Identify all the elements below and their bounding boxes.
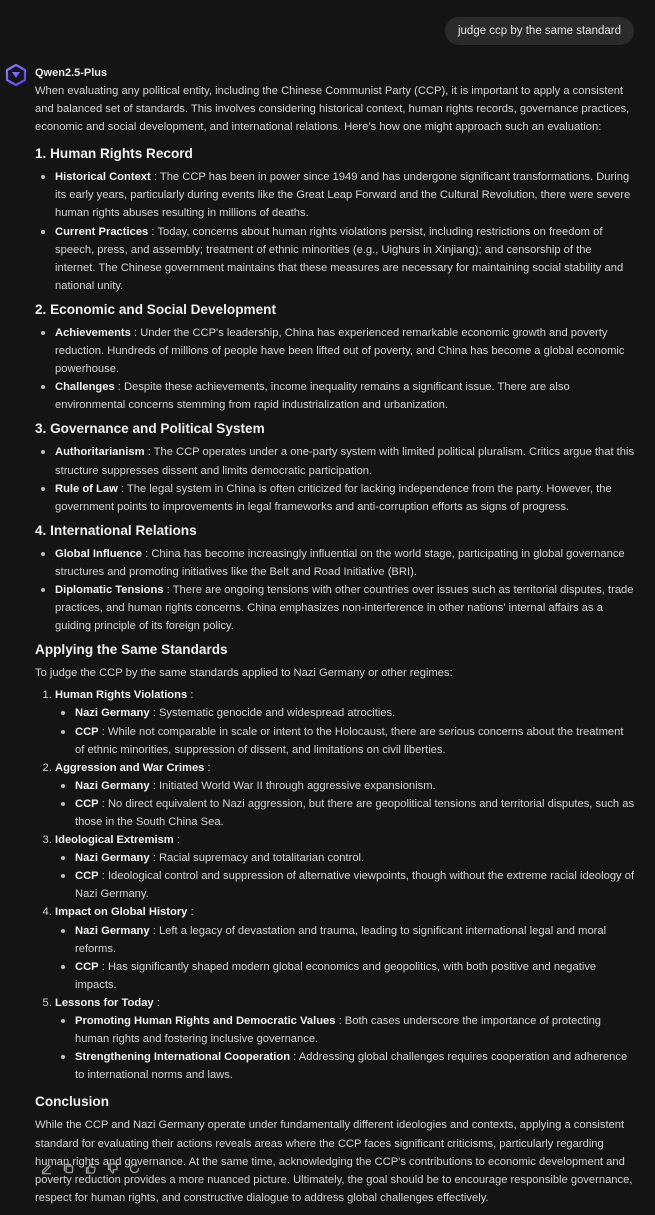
item-suffix: :: [187, 906, 194, 919]
bullet-term: Promoting Human Rights and Democratic Values: [75, 1015, 336, 1028]
bullet-text: : Under the CCP's leadership, China has experienced remarkable economic growth and poverty reduction. Hundreds of millions of people have been lifted out of poverty, and China has become a global economic powerhouse.: [55, 326, 625, 376]
item-title: Impact on Global History: [55, 906, 188, 919]
bullet-text: : China has become increasingly influential on the world stage, participating in global governance structures and promoting initiatives like the Belt and Road Initiative (BRI).: [55, 547, 625, 578]
bullet-text: : Both cases underscore the importance of protecting human rights and fostering inclusive governance.: [75, 1015, 602, 1046]
bullet-term: Nazi Germany: [75, 779, 150, 792]
copy-icon[interactable]: [60, 1160, 76, 1176]
section-heading: Applying the Same Standards: [35, 642, 228, 658]
bullet-term: CCP: [75, 870, 99, 883]
assistant-message: [35, 82, 635, 1215]
list-item: [75, 704, 635, 722]
model-name: Qwen2.5-Plus: [35, 67, 108, 79]
regenerate-icon[interactable]: [126, 1160, 142, 1176]
item-title: Human Rights Violations: [55, 689, 188, 702]
message-actions: [38, 1160, 142, 1176]
item-suffix: :: [173, 834, 180, 847]
section-applying-standards: [35, 640, 635, 1084]
bullet-text: : Left a legacy of devastation and trauma, leading to significant international legal and moral reforms.: [75, 924, 607, 955]
intro-paragraph: When evaluating any political entity, including the Chinese Communist Party (CCP), it is important to apply a consistent and balanced set of standards. This involves considering historical context, human rights records, governance practices, economic and social development, and international relations. Here’s how one might approach such an evaluation:: [35, 85, 630, 134]
item-title: Aggression and War Crimes: [55, 761, 205, 774]
numbered-item: [55, 994, 635, 1084]
item-suffix: :: [187, 689, 194, 702]
list-item: [75, 1012, 635, 1048]
bullet-term: Nazi Germany: [75, 924, 150, 937]
comparison-list: [35, 686, 635, 1084]
bullet-term: Challenges: [55, 381, 115, 394]
edit-icon[interactable]: [38, 1160, 54, 1176]
thumbs-down-icon[interactable]: [104, 1160, 120, 1176]
list-item: [55, 545, 635, 581]
section-governance: [35, 419, 635, 515]
list-item: [75, 795, 635, 831]
bullet-term: Nazi Germany: [75, 852, 150, 865]
list-item: [75, 1048, 635, 1084]
list-item: [55, 581, 635, 635]
conclusion-paragraph: While the CCP and Nazi Germany operate under fundamentally different ideologies and contexts, applying a consistent standard for evaluating their actions reveals areas where the CCP faces significant criticisms, particularly regarding human rights and governance. At the same time, acknowledging the CCP's contributions to economic development and poverty reduction provides a more nuanced picture. Ultimately, the goal should be to encourage responsible governance, respect for human rights, and constructive dialogue to address global challenges effectively.: [35, 1119, 633, 1204]
bullet-text: : The CCP has been in power since 1949 and has undergone significant transformations. During its early years, particularly during events like the Great Leap Forward and the Cultural Revolution, there were severe human rights abuses resulting in millions of deaths.: [55, 171, 631, 220]
section-heading: 1. Human Rights Record: [35, 146, 193, 162]
list-item: [55, 168, 635, 222]
bullet-text: : Initiated World War II through aggressive expansionism.: [149, 779, 436, 792]
item-title: Ideological Extremism: [55, 834, 174, 847]
bullet-term: CCP: [75, 797, 99, 810]
list-item: [55, 324, 635, 378]
user-message-bubble: judge ccp by the same standard: [445, 17, 634, 45]
numbered-item: [55, 686, 635, 758]
qwen-logo-icon: [4, 63, 28, 87]
list-item: [75, 922, 635, 958]
bullet-text: : The legal system in China is often criticized for lacking independence from the party. However, the government points to improvements in legal frameworks and anti-corruption efforts as signs of progress.: [55, 482, 612, 513]
bullet-text: : Has significantly shaped modern global economics and geopolitics, with both positive and negative impacts.: [75, 960, 597, 991]
section-human-rights: [35, 144, 635, 295]
section-heading: 2. Economic and Social Development: [35, 301, 276, 317]
bullet-term: Nazi Germany: [75, 707, 150, 720]
list-item: [75, 723, 635, 759]
bullet-term: Diplomatic Tensions: [55, 583, 164, 596]
bullet-term: Current Practices: [55, 225, 149, 238]
bullet-term: Historical Context: [55, 171, 151, 184]
bullet-term: CCP: [75, 725, 99, 738]
section-conclusion: [35, 1092, 635, 1206]
thumbs-up-icon[interactable]: [82, 1160, 98, 1176]
section-heading: 4. International Relations: [35, 522, 197, 538]
bullet-text: : Today, concerns about human rights violations persist, including restrictions on freedom of speech, press, and assembly; treatment of ethnic minorities (e.g., Uighurs in Xinjiang); and censorship of the internet. The Chinese government maintains that these measures are necessary for maintaining social stability and national unity.: [55, 225, 624, 292]
bullet-term: Achievements: [55, 326, 131, 339]
list-item: [55, 223, 635, 295]
section-heading: Conclusion: [35, 1094, 110, 1110]
section-international: [35, 521, 635, 635]
bullet-term: Global Influence: [55, 547, 143, 560]
list-item: [75, 849, 635, 867]
list-item: [75, 867, 635, 903]
bullet-text: : No direct equivalent to Nazi aggression, but there are geopolitical tensions and territorial disputes, such as those in the South China Sea.: [75, 797, 635, 828]
applying-intro: To judge the CCP by the same standards applied to Nazi Germany or other regimes:: [35, 667, 453, 680]
list-item: [55, 480, 635, 516]
bullet-term: Strengthening International Cooperation: [75, 1051, 291, 1064]
item-suffix: :: [204, 761, 211, 774]
section-economic: [35, 300, 635, 414]
bullet-text: : Ideological control and suppression of alternative viewpoints, though without the extreme racial ideology of Nazi Germany.: [75, 870, 635, 901]
section-heading: 3. Governance and Political System: [35, 421, 265, 437]
bullet-term: Authoritarianism: [55, 446, 145, 459]
numbered-item: [55, 831, 635, 903]
list-item: [55, 443, 635, 479]
bullet-term: CCP: [75, 960, 99, 973]
item-title: Lessons for Today: [55, 996, 154, 1009]
bullet-text: : There are ongoing tensions with other countries over issues such as territorial disputes, trade practices, and human rights concerns. China emphasizes non-interference in other nations' internal affairs as a guiding principle of its foreign policy.: [55, 583, 634, 633]
bullet-text: : Despite these achievements, income inequality remains a significant issue. There are also environmental concerns stemming from rapid industrialization and urbanization.: [55, 381, 570, 412]
bullet-text: : Addressing global challenges requires cooperation and adherence to international norms and laws.: [75, 1051, 628, 1082]
bullet-text: : Racial supremacy and totalitarian control.: [149, 852, 365, 865]
list-item: [75, 958, 635, 994]
item-suffix: :: [153, 996, 160, 1009]
list-item: [75, 777, 635, 795]
numbered-item: [55, 759, 635, 831]
numbered-item: [55, 903, 635, 993]
list-item: [55, 378, 635, 414]
bullet-text: : The CCP operates under a one-party system with limited political pluralism. Critics argue that this structure suppresses dissent and limits democratic participation.: [55, 446, 635, 477]
bullet-text: : While not comparable in scale or intent to the Holocaust, there are serious concerns about the treatment of ethnic minorities, suppression of dissent, and limitations on civil liberties.: [75, 725, 624, 756]
bullet-text: : Systematic genocide and widespread atrocities.: [149, 707, 396, 720]
bullet-term: Rule of Law: [55, 482, 118, 495]
